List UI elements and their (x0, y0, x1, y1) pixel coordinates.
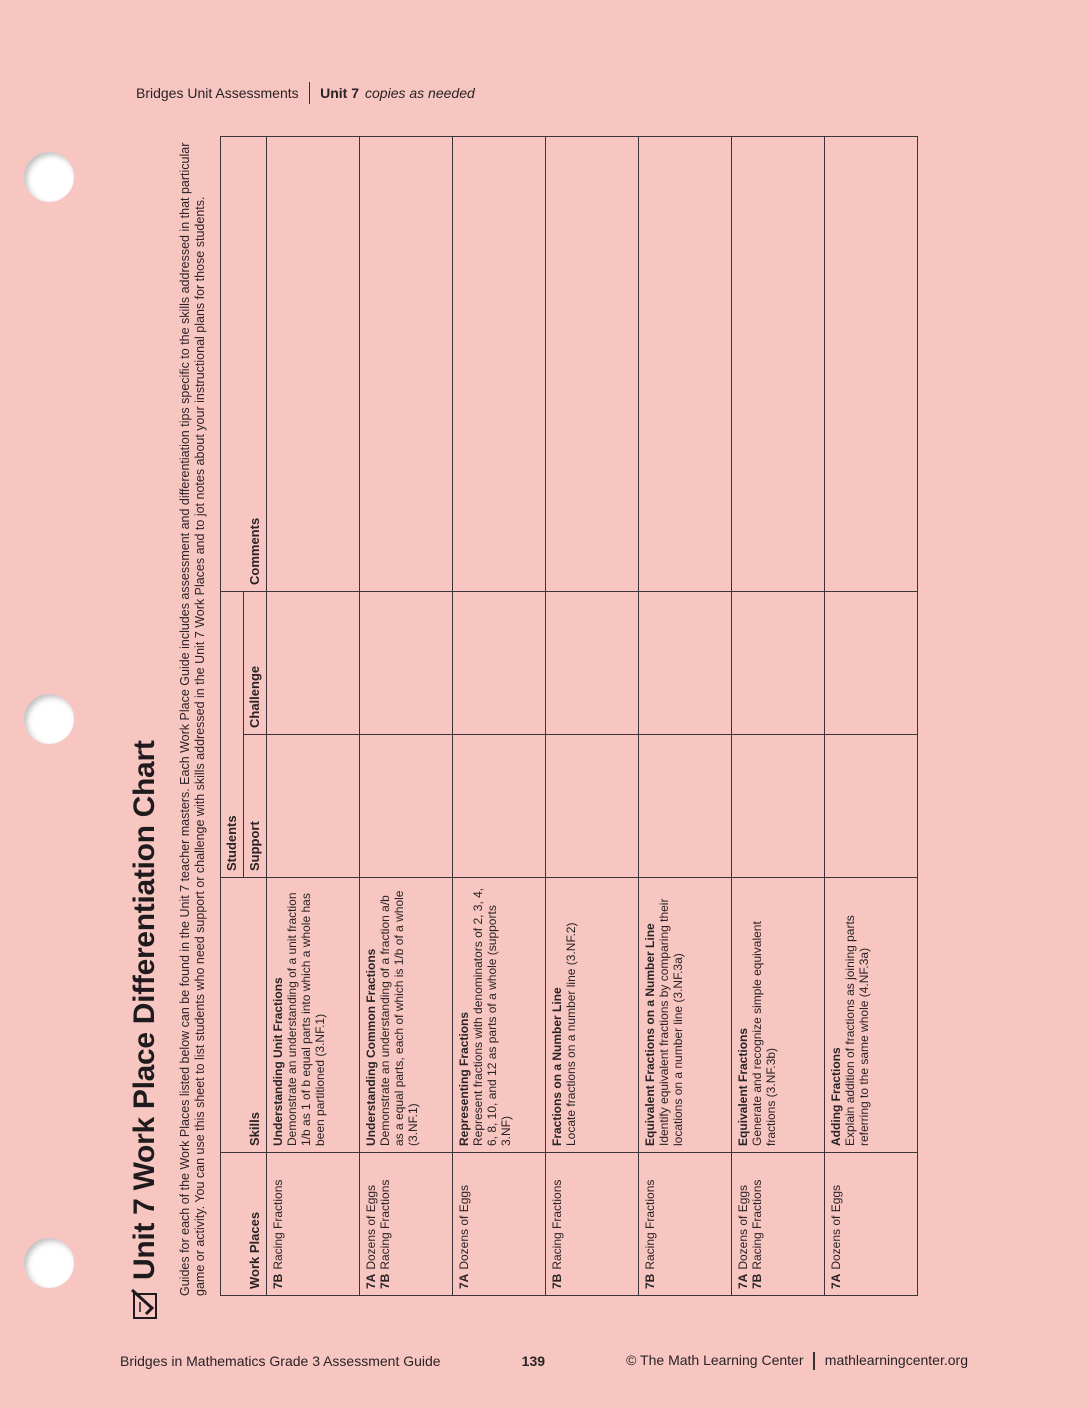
support-cell[interactable] (825, 735, 918, 878)
work-place-code: 7B (378, 1273, 392, 1289)
comments-cell[interactable] (732, 137, 825, 592)
header-copies-note: copies as needed (365, 85, 475, 101)
skill-description: Identify equivalent fractions by comparing their locations on a number line (3.NF.3a) (657, 898, 685, 1146)
footer-divider (813, 1352, 815, 1370)
skills-cell (732, 878, 825, 1153)
challenge-cell[interactable] (267, 592, 360, 735)
challenge-cell[interactable] (639, 592, 732, 735)
table-row (825, 137, 918, 1296)
work-place-code: 7A (457, 1273, 471, 1289)
work-place-name: Dozens of Eggs (457, 1184, 471, 1270)
table-row (453, 137, 546, 1296)
comments-cell[interactable] (360, 137, 453, 592)
support-cell[interactable] (453, 735, 546, 878)
comments-cell[interactable] (546, 137, 639, 592)
work-place-name: Racing Fractions (550, 1179, 564, 1270)
header-unit: Unit 7 (320, 85, 360, 101)
checklist-icon (130, 1286, 160, 1320)
binder-hole-top (24, 152, 74, 202)
work-place-entry (550, 1159, 564, 1289)
work-place-code: 7A (364, 1273, 378, 1289)
skill-description: Explain addition of fractions as joining parts referring to the same whole (4.NF.3a) (843, 915, 871, 1146)
rotated-chart-page (120, 120, 980, 1340)
comments-cell[interactable] (639, 137, 732, 592)
work-places-cell (267, 1153, 360, 1296)
work-place-code: 7A (829, 1273, 843, 1289)
col-header-work-places: Work Places (221, 1153, 267, 1296)
page-title: Unit 7 Work Place Differentiation Chart (128, 740, 161, 1280)
skills-cell (825, 878, 918, 1153)
footer-website: mathlearningcenter.org (824, 1352, 968, 1368)
table-row (732, 137, 825, 1296)
work-place-name: Racing Fractions (271, 1179, 285, 1270)
support-cell[interactable] (267, 735, 360, 878)
table-row (360, 137, 453, 1296)
comments-cell[interactable] (267, 137, 360, 592)
skills-cell (453, 878, 546, 1153)
skill-description: Locate fractions on a number line (3.NF.2) (564, 922, 578, 1146)
comments-cell[interactable] (825, 137, 918, 592)
footer-book-title: Bridges in Mathematics Grade 3 Assessment Guide (120, 1353, 441, 1370)
header-divider (309, 82, 311, 104)
work-places-cell (639, 1153, 732, 1296)
binder-hole-bottom (24, 1238, 74, 1288)
footer-publisher (626, 1352, 968, 1370)
support-cell[interactable] (639, 735, 732, 878)
work-place-code: 7B (550, 1273, 564, 1289)
work-place-entry (364, 1159, 378, 1289)
challenge-cell[interactable] (825, 592, 918, 735)
work-place-entry (378, 1159, 392, 1289)
work-place-code: 7B (750, 1273, 764, 1289)
skill-title: Equivalent Fractions (736, 1027, 750, 1146)
work-place-code: 7B (271, 1273, 285, 1289)
work-place-code: 7A (736, 1273, 750, 1289)
skill-title: Adding Fractions (829, 1047, 843, 1146)
support-cell[interactable] (546, 735, 639, 878)
work-place-entry (829, 1159, 843, 1289)
differentiation-table (220, 136, 918, 1296)
skills-cell (639, 878, 732, 1153)
table-row (267, 137, 360, 1296)
support-cell[interactable] (360, 735, 453, 878)
col-header-support: Support (244, 735, 267, 878)
skills-cell (546, 878, 639, 1153)
title-row (128, 740, 162, 1320)
col-header-students: Students (221, 592, 244, 878)
challenge-cell[interactable] (732, 592, 825, 735)
challenge-cell[interactable] (360, 592, 453, 735)
support-cell[interactable] (732, 735, 825, 878)
col-header-comments: Comments (221, 137, 267, 592)
page-footer (120, 1352, 968, 1370)
work-place-name: Racing Fractions (643, 1179, 657, 1270)
work-place-entry (643, 1159, 657, 1289)
footer-publisher-name: © The Math Learning Center (626, 1352, 804, 1368)
header-series: Bridges Unit Assessments (136, 85, 299, 101)
skill-description: Demonstrate an understanding of a fraction a/b as a equal parts, each of which is 1/b of a whole (3.NF.1) (378, 890, 420, 1146)
skill-title: Fractions on a Number Line (550, 987, 564, 1146)
challenge-cell[interactable] (546, 592, 639, 735)
table-row (639, 137, 732, 1296)
work-places-cell (825, 1153, 918, 1296)
skills-cell (267, 878, 360, 1153)
work-place-entry (271, 1159, 285, 1289)
work-place-name: Dozens of Eggs (364, 1184, 378, 1270)
work-place-name: Dozens of Eggs (736, 1184, 750, 1270)
work-place-name: Dozens of Eggs (829, 1184, 843, 1270)
skill-title: Understanding Unit Fractions (271, 977, 285, 1146)
work-places-cell (360, 1153, 453, 1296)
work-places-cell (453, 1153, 546, 1296)
skill-title: Understanding Common Fractions (364, 948, 378, 1146)
col-header-skills: Skills (221, 878, 267, 1153)
work-places-cell (732, 1153, 825, 1296)
work-place-name: Racing Fractions (750, 1179, 764, 1270)
skill-description: Demonstrate an understanding of a unit fraction 1/b as 1 of b equal parts into which a whole has been partitioned (3.NF.1) (285, 892, 327, 1146)
skill-title: Equivalent Fractions on a Number Line (643, 923, 657, 1146)
binder-hole-middle (24, 694, 74, 744)
work-place-code: 7B (643, 1273, 657, 1289)
work-places-cell (546, 1153, 639, 1296)
skills-cell (360, 878, 453, 1153)
work-place-name: Racing Fractions (378, 1179, 392, 1270)
intro-paragraph: Guides for each of the Work Places listed below can be found in the Unit 7 teacher masters. Each Work Place Guide includes assessment and differentiation tips specific to the skills addressed in that particular game or activity. You can use this sheet to list students who need support or challenge with skills addressed in the Unit 7 Work Places and to jot notes about your instructional plans for those students. (178, 142, 207, 1296)
skill-title: Representing Fractions (457, 1011, 471, 1146)
page-header (136, 82, 475, 104)
work-place-entry (736, 1159, 750, 1289)
col-header-challenge: Challenge (244, 592, 267, 735)
table-row (546, 137, 639, 1296)
skill-description: Generate and recognize simple equivalent fractions (3.NF.3b) (750, 921, 778, 1146)
challenge-cell[interactable] (453, 592, 546, 735)
page-number: 139 (521, 1353, 546, 1370)
work-place-entry (457, 1159, 471, 1289)
comments-cell[interactable] (453, 137, 546, 592)
work-place-entry (750, 1159, 764, 1289)
skill-description: Represent fractions with denominators of 2, 3, 4, 6, 8, 10, and 12 as parts of a whole (supports 3.NF) (471, 887, 513, 1146)
